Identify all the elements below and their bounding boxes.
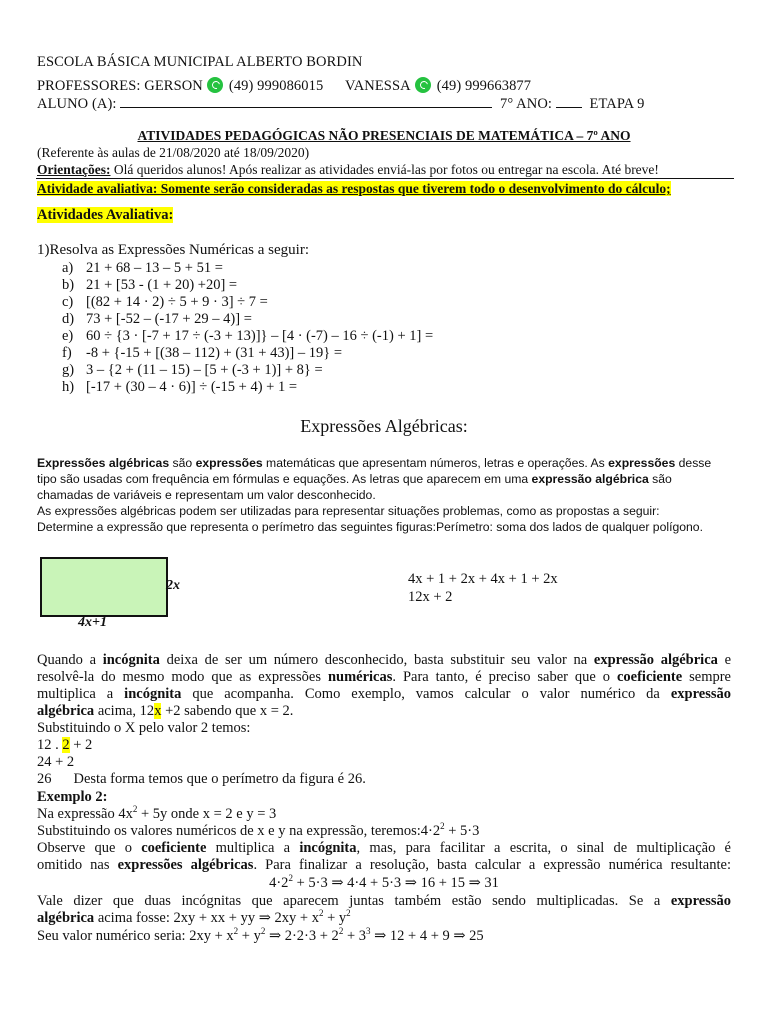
figure-answer-line-1: 4x + 1 + 2x + 4x + 1 + 2x (408, 571, 558, 587)
student-name-blank[interactable] (120, 95, 492, 108)
year-blank[interactable] (556, 95, 582, 108)
evaluative-notice: Atividade avaliativa: Somente serão consideradas as respostas que tiverem todo o desenvolvimento do cálculo; (37, 181, 671, 196)
evaluative-heading: Atividades Avaliativa: (37, 207, 174, 223)
intro-line-2: tipo são usadas com frequência em fórmulas e equações. As letras que aparecem em uma expressão algébrica são (37, 472, 672, 486)
explain-line-1: Quando a incógnita deixa de ser um número desconhecido, basta substituir seu valor na expressão algébrica e (37, 652, 731, 668)
figure-side-label: 2x (166, 578, 180, 593)
example-2-line-4: omitido nas expressões algébricas. Para finalizar a resolução, basta calcular a expressão numérica resultante: (37, 857, 731, 873)
student-line (37, 95, 645, 113)
list-item: d) 73 + [-52 – (-17 + 29 – 4)] = (62, 311, 252, 327)
intro-line-3: chamadas de variáveis e representam um valor desconhecido. (37, 488, 376, 502)
list-item: g) 3 – {2 + (11 – 15) – [5 + (-3 + 1)] + 8} = (62, 362, 323, 378)
list-item: e) 60 ÷ {3 · [-7 + 17 ÷ (-3 + 13)]} – [4 · (-7) – 16 ÷ (-1) + 1] = (62, 328, 434, 344)
example-2-line-3: Observe que o coeficiente multiplica a incógnita, mas, para facilitar a escrita, o sinal de multiplicação é (37, 840, 731, 856)
teachers-label: PROFESSORES: GERSON (37, 78, 203, 94)
list-item: b) 21 + [53 - (1 + 20) +20] = (62, 277, 238, 293)
example-2-line-1: Na expressão $4x^2 + 5y$ onde x = 2 e y = 3 (37, 804, 277, 822)
example-2-line-5: $4\cdot 2^2 + 5\cdot 3$ ⇒ 4·4 + 5·3 ⇒ 16 + 15 ⇒ 31 (269, 873, 499, 891)
figure-bottom-label: 4x+1 (78, 615, 107, 630)
explain-line-7: 24 + 2 (37, 754, 75, 770)
student-label: ALUNO (A): (37, 96, 117, 112)
example-2-heading: Exemplo 2: (37, 789, 108, 805)
explain-line-6: 12 . 2 + 2 (37, 737, 93, 753)
question-1-prompt: 1)Resolva as Expressões Numéricas a seguir: (37, 242, 310, 258)
school-name: ESCOLA BÁSICA MUNICIPAL ALBERTO BORDIN (37, 54, 363, 70)
whatsapp-icon (415, 77, 431, 93)
year-label: 7° ANO: (500, 96, 553, 112)
whatsapp-icon (207, 77, 223, 93)
intro-line-1: Expressões algébricas são expressões matemáticas que apresentam números, letras e operações. As expressões desse (37, 456, 712, 470)
stage-label: ETAPA 9 (589, 96, 645, 112)
orientation-label: Orientações: (37, 162, 111, 177)
intro-line-4: As expressões algébricas podem ser utilizadas para representar situações problemas, como as propostas a seguir: (37, 504, 660, 518)
teacher1-phone: (49) 999086015 (228, 78, 324, 94)
orientation-text: Olá queridos alunos! Após realizar as atividades enviá-las por fotos ou entregar na escola. Até breve! (110, 162, 659, 177)
intro-line-5: Determine a expressão que representa o perímetro das seguintes figuras:Perímetro: soma dos lados de qualquer polígono. (37, 520, 703, 534)
reference-dates: (Referente às aulas de 21/08/2020 até 18/09/2020) (37, 145, 310, 160)
figure-answer-line-2: 12x + 2 (408, 589, 453, 605)
explain-line-5: Substituindo o X pelo valor 2 temos: (37, 720, 251, 736)
rectangle-figure (40, 557, 168, 617)
teacher2-line (345, 77, 531, 95)
list-item: h) [-17 + (30 – 4 · 6)] ÷ (-15 + 4) + 1 = (62, 379, 298, 395)
explain-line-8: 26 Desta forma temos que o perímetro da figura é 26. (37, 771, 366, 787)
divider (36, 178, 734, 179)
example-2-line-8: Seu valor numérico seria: $2xy + x^2 + y^2$ ⇒ $2\cdot 2\cdot 3 + 2^2 + 3^3$ ⇒ 12 + 4 + 9 ⇒ 25 (37, 926, 484, 944)
section-title: Expressões Algébricas: (300, 416, 468, 436)
example-2-line-2: Substituindo os valores numéricos de x e y na expressão, $teremos:4\cdot 2^2 + 5\cdot 3$ (37, 821, 480, 839)
teachers-line (37, 77, 323, 95)
example-2-line-6: Vale dizer que duas incógnitas que aparecem juntas também estão sendo multiplicadas. Se a expressão (37, 893, 731, 909)
explain-line-4: algébrica acima, 12x +2 sabendo que x = 2. (37, 703, 294, 719)
orientation-line (37, 161, 659, 178)
teacher2-name: VANESSA (345, 78, 411, 94)
list-item: c) [(82 + 14 · 2) ÷ 5 + 9 · 3] ÷ 7 = (62, 294, 268, 310)
list-item: a) 21 + 68 – 13 – 5 + 51 = (62, 260, 223, 276)
page-title: ATIVIDADES PEDAGÓGICAS NÃO PRESENCIAIS DE MATEMÁTICA – 7º ANO (137, 128, 631, 143)
teacher2-phone: (49) 999663877 (436, 78, 532, 94)
list-item: f) -8 + {-15 + [(38 – 112) + (31 + 43)] – 19} = (62, 345, 343, 361)
example-2-line-7: algébrica acima fosse: 2xy + xx + yy ⇒ $2xy + x^2 + y^2$ (37, 908, 351, 926)
explain-line-3: multiplica a incógnita que acompanha. Como exemplo, vamos calcular o valor numérico da expressão (37, 686, 731, 702)
explain-line-2: resolvê-la do mesmo modo que as expressões numéricas. Para tanto, é preciso saber que o coeficiente sempre (37, 669, 731, 685)
